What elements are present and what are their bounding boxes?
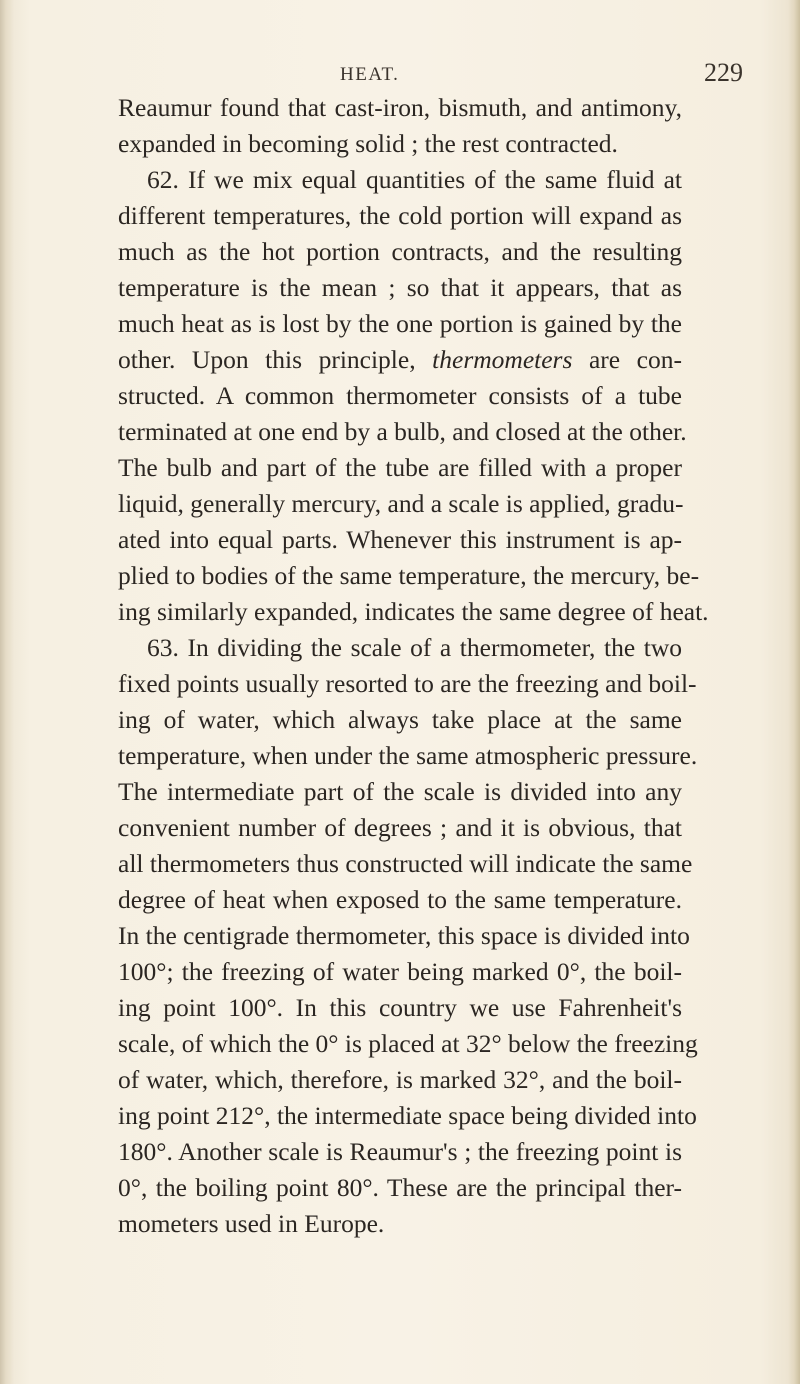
paragraph-62-start: 62. If we mix equal quantities of the same fluid at <box>147 165 682 194</box>
text-line: temperature, when under the same atmospheric pressure. <box>118 741 698 770</box>
paragraph-63-start: 63. In dividing the scale of a thermometer, the two <box>147 633 682 662</box>
text-line: convenient number of degrees ; and it is obvious, that <box>118 813 682 842</box>
text-line: 180°. Another scale is Reaumur's ; the freezing point is <box>118 1137 682 1166</box>
text-line: The bulb and part of the tube are filled with a proper <box>118 453 682 482</box>
text-line: much heat as is lost by the one portion is gained by the <box>118 309 682 338</box>
text-segment: other. Upon this principle, <box>118 345 416 374</box>
page-header <box>0 58 800 92</box>
text-line: terminated at one end by a bulb, and closed at the other. <box>118 417 687 446</box>
text-line: all thermometers thus constructed will indicate the same <box>118 849 693 878</box>
text-line: fixed points usually resorted to are the freezing and boil- <box>118 669 697 698</box>
text-line: In the centigrade thermometer, this space is divided into <box>118 921 690 950</box>
text-line: liquid, generally mercury, and a scale is applied, gradu- <box>118 489 684 518</box>
page-gutter-left <box>0 0 14 1384</box>
text-line: Reaumur found that cast-iron, bismuth, and antimony, <box>118 93 682 122</box>
text-line: different temperatures, the cold portion will expand as <box>118 201 682 230</box>
text-line: ated into equal parts. Whenever this instrument is ap- <box>118 525 682 554</box>
text-line: 0°, the boiling point 80°. These are the principal ther- <box>118 1173 682 1202</box>
text-line: degree of heat when exposed to the same temperature. <box>118 885 682 914</box>
italic-term: thermometers <box>432 345 573 374</box>
text-line: of water, which, therefore, is marked 32°, and the boil- <box>118 1065 682 1094</box>
text-line: scale, of which the 0° is placed at 32° below the freezing <box>118 1029 698 1058</box>
text-line: expanded in becoming solid ; the rest contracted. <box>118 129 618 158</box>
page-number: 229 <box>704 58 743 87</box>
text-line: ing point 100°. In this country we use Fahrenheit's <box>118 993 682 1022</box>
text-segment: are con- <box>588 345 682 374</box>
text-line: temperature is the mean ; so that it appears, that as <box>118 273 682 302</box>
text-line: mometers used in Europe. <box>118 1209 385 1238</box>
text-line: much as the hot portion contracts, and the resulting <box>118 237 682 266</box>
text-line: 100°; the freezing of water being marked 0°, the boil- <box>118 957 682 986</box>
page-edge-right <box>788 0 800 1384</box>
text-line: ing similarly expanded, indicates the same degree of heat. <box>118 597 709 626</box>
text-line: The intermediate part of the scale is divided into any <box>118 777 682 806</box>
text-line: plied to bodies of the same temperature, the mercury, be- <box>118 561 700 590</box>
text-line: structed. A common thermometer consists of a tube <box>118 381 682 410</box>
text-line: ing of water, which always take place at the same <box>118 705 682 734</box>
text-line <box>118 342 682 378</box>
running-head: HEAT. <box>340 64 400 85</box>
text-line: ing point 212°, the intermediate space being divided into <box>118 1101 697 1130</box>
